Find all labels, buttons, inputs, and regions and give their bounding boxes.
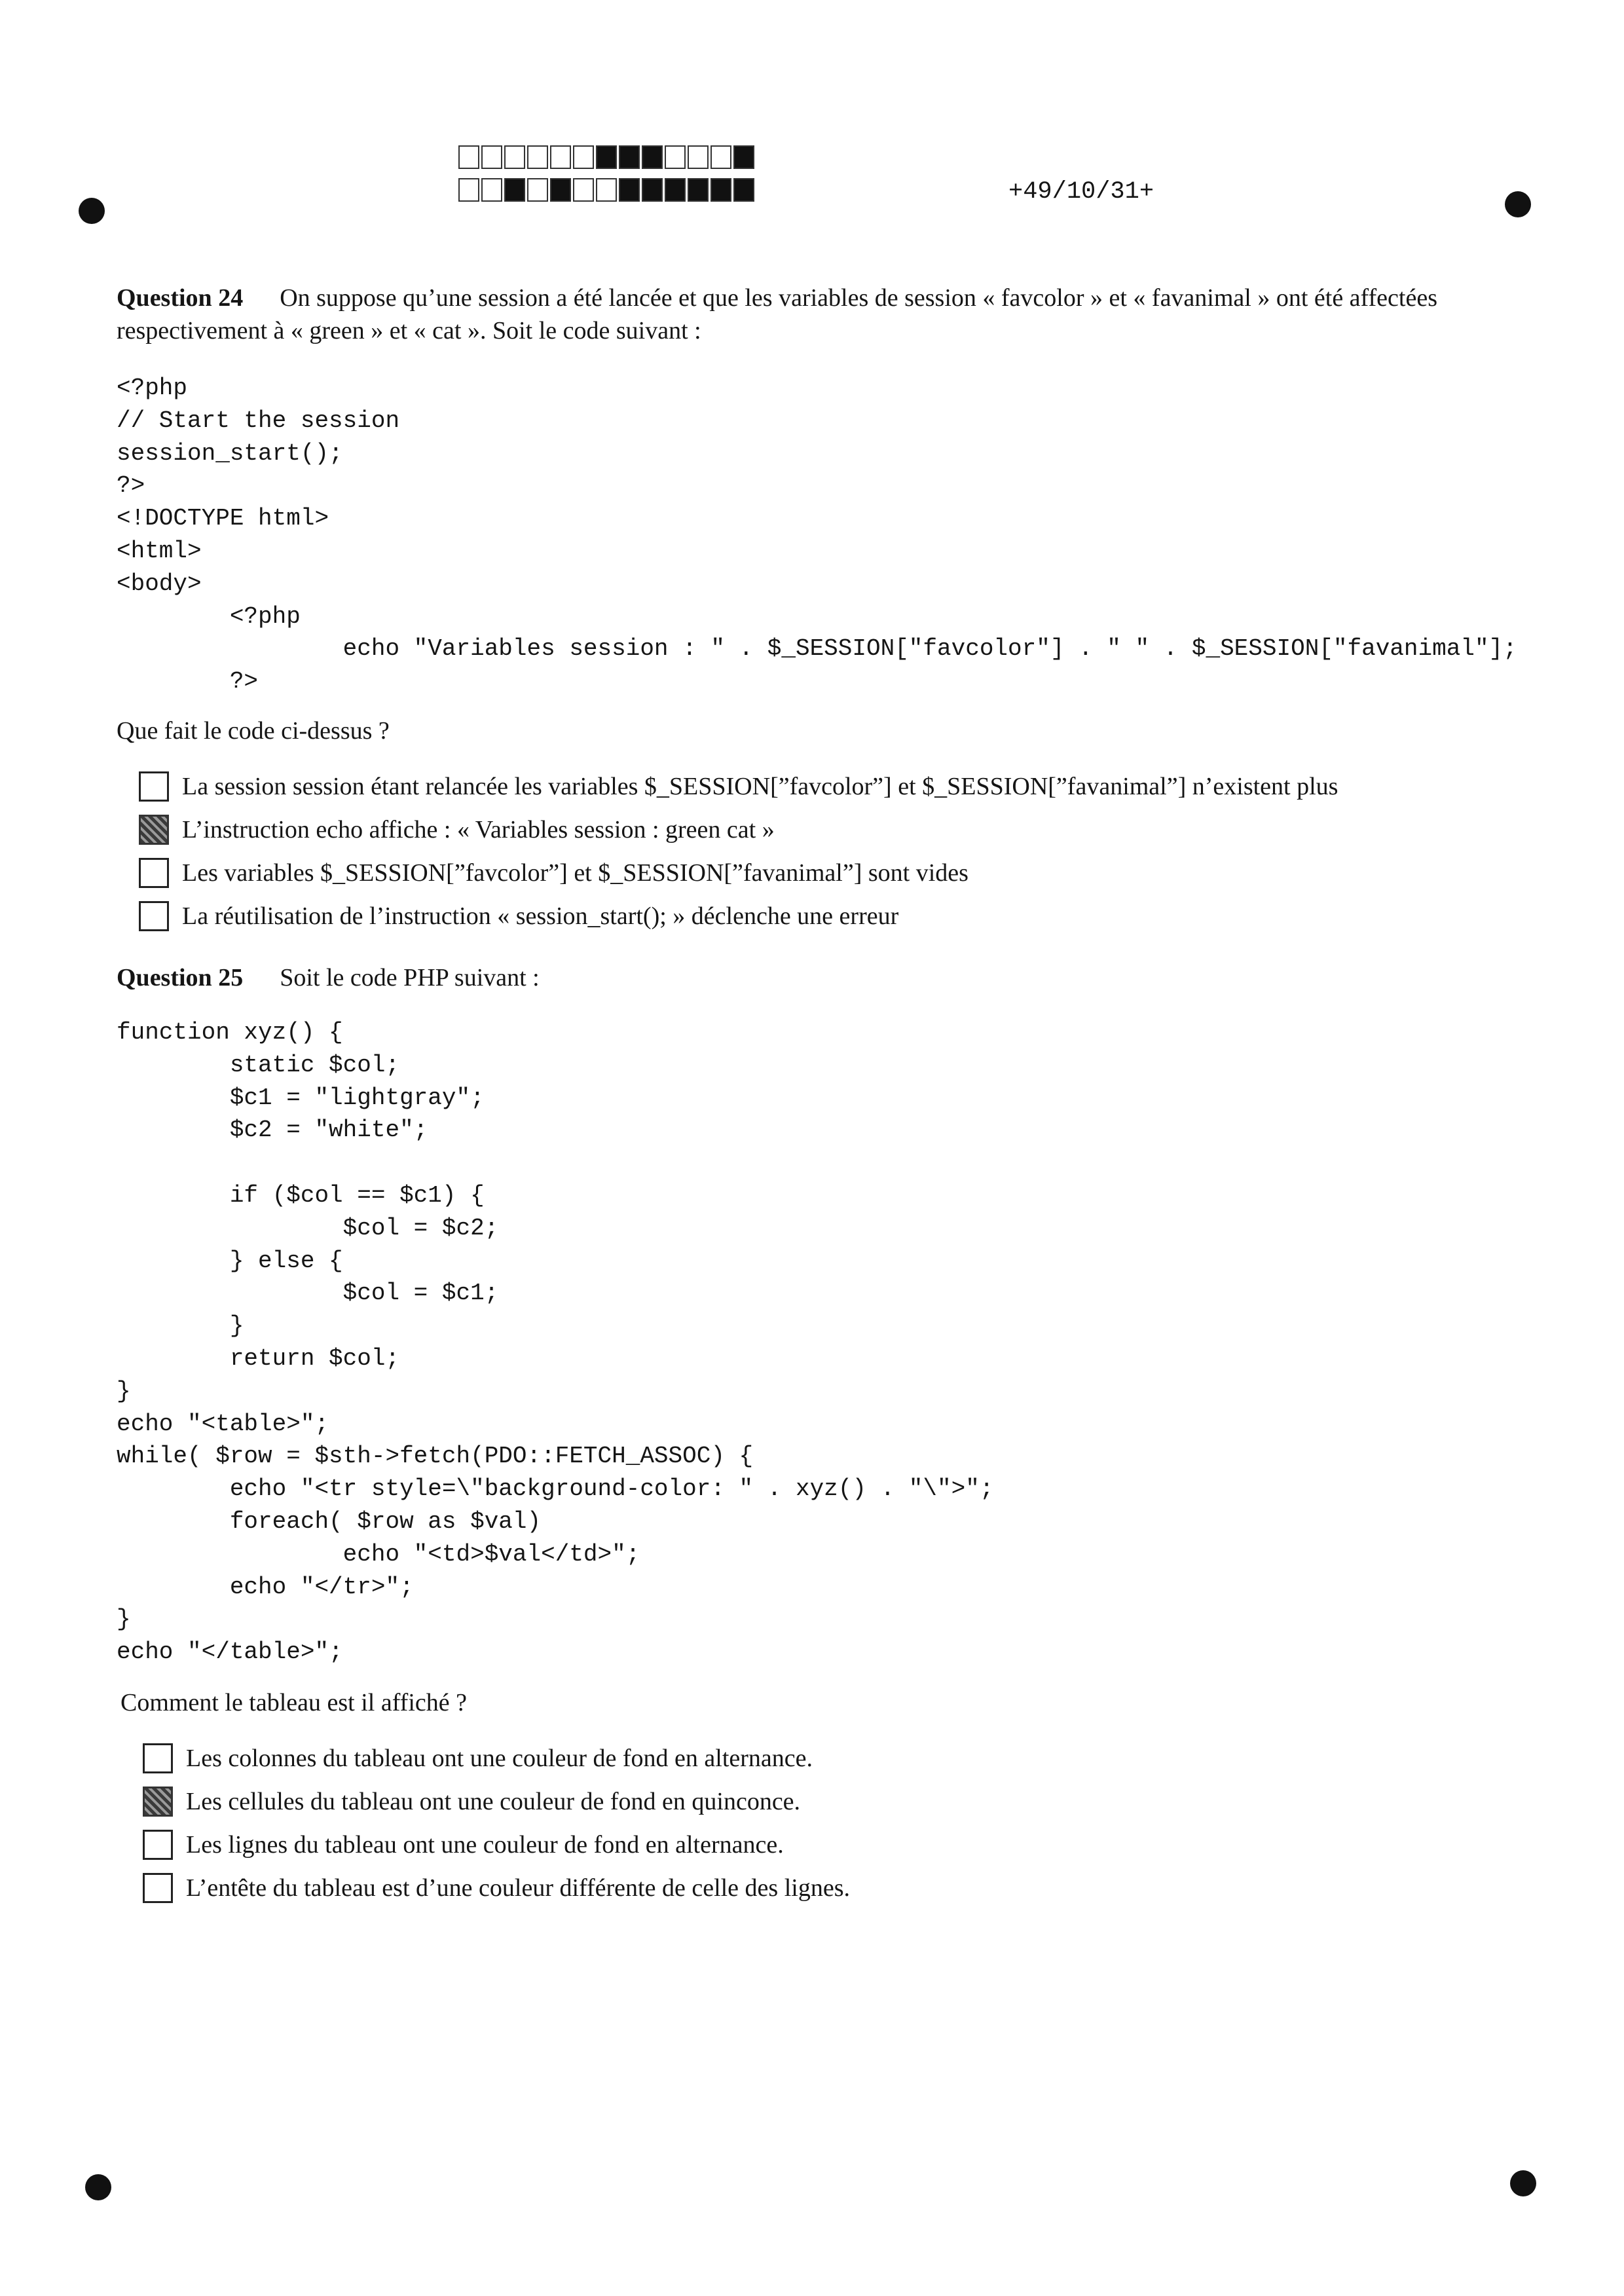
page-barcode-row-2 — [458, 178, 756, 202]
barcode-cell — [504, 178, 525, 202]
question-24-text: On suppose qu’une session a été lancée et que les variables de session « favcolor » et « favanimal » ont été affectées respectivement à « green » et « cat ». Soit le code suivant : — [117, 284, 1437, 344]
barcode-cell — [688, 145, 709, 169]
barcode-cell — [596, 145, 617, 169]
barcode-cell — [573, 178, 594, 202]
barcode-cell — [504, 145, 525, 169]
question-24-answer-3[interactable] — [139, 851, 1338, 895]
barcode-cell — [550, 178, 571, 202]
barcode-cell — [642, 178, 663, 202]
question-25-prompt: Comment le tableau est il affiché ? — [120, 1689, 467, 1716]
barcode-cell — [481, 178, 502, 202]
barcode-cell — [688, 178, 709, 202]
question-25-answer-3[interactable] — [143, 1823, 850, 1866]
barcode-cell — [619, 145, 640, 169]
barcode-cell — [665, 145, 686, 169]
registration-mark-bottom-right — [1510, 2170, 1536, 2196]
question-25-answers — [143, 1737, 850, 1910]
barcode-cell — [733, 145, 754, 169]
barcode-cell — [619, 178, 640, 202]
answer-label: La session session étant relancée les variables $_SESSION[”favcolor”] et $_SESSION[”favanimal”] n’existent plus — [182, 773, 1338, 800]
barcode-cell — [458, 145, 479, 169]
answer-checkbox-checked[interactable] — [143, 1787, 173, 1817]
answer-checkbox[interactable] — [143, 1873, 173, 1903]
barcode-cell — [573, 145, 594, 169]
answer-checkbox-checked[interactable] — [139, 815, 169, 845]
question-24-answer-4[interactable] — [139, 895, 1338, 938]
barcode-cell — [527, 145, 548, 169]
page-barcode-row-1 — [458, 145, 756, 169]
answer-checkbox[interactable] — [139, 771, 169, 802]
question-25-statement — [117, 961, 1505, 994]
question-25-code: function xyz() { static $col; $c1 = "lightgray"; $c2 = "white"; if ($col == $c1) { $col = $c2; } else { $col = $c1; } return $col; } echo "<table>"; while( $row = $sth->fetch(PDO::FETCH_ASSOC) { echo "<tr style=\"background-color: " . xyz() . "\">"; foreach( $row as $val) echo "<td>$val</td>"; echo "</tr>"; } echo "</table>"; — [117, 1019, 994, 1666]
question-25-answer-1[interactable] — [143, 1737, 850, 1780]
question-24-answer-1[interactable] — [139, 765, 1338, 808]
barcode-cell — [458, 178, 479, 202]
question-25-text: Soit le code PHP suivant : — [280, 964, 540, 991]
answer-checkbox[interactable] — [139, 901, 169, 931]
question-24-answer-2[interactable] — [139, 808, 1338, 851]
barcode-cell — [550, 145, 571, 169]
registration-mark-top-right — [1505, 191, 1531, 217]
barcode-cell — [710, 145, 731, 169]
answer-label: Les variables $_SESSION[”favcolor”] et $_SESSION[”favanimal”] sont vides — [182, 859, 969, 887]
answer-label: L’instruction echo affiche : « Variables session : green cat » — [182, 816, 775, 843]
barcode-cell — [710, 178, 731, 202]
answer-label: Les lignes du tableau ont une couleur de fond en alternance. — [186, 1831, 784, 1859]
answer-label: La réutilisation de l’instruction « session_start(); » déclenche une erreur — [182, 902, 899, 930]
barcode-cell — [642, 145, 663, 169]
answer-label: Les cellules du tableau ont une couleur de fond en quinconce. — [186, 1788, 801, 1815]
question-24-prompt: Que fait le code ci-dessus ? — [117, 717, 390, 745]
question-25-answer-4[interactable] — [143, 1866, 850, 1910]
question-24-answers — [139, 765, 1338, 938]
barcode-cell — [596, 178, 617, 202]
barcode-cell — [481, 145, 502, 169]
question-24-title: Question 24 — [117, 284, 244, 312]
registration-mark-top-left — [79, 198, 105, 224]
barcode-cell — [527, 178, 548, 202]
answer-label: L’entête du tableau est d’une couleur différente de celle des lignes. — [186, 1874, 850, 1902]
answer-label: Les colonnes du tableau ont une couleur de fond en alternance. — [186, 1745, 813, 1772]
question-24-code: <?php // Start the session session_start(); ?> <!DOCTYPE html> <html> <body> <?php echo "Variables session : " . $_SESSION["favcolor"] . " " . $_SESSION["favanimal"]; ?> — [117, 375, 1517, 695]
registration-mark-bottom-left — [85, 2174, 111, 2200]
page-id: +49/10/31+ — [1008, 178, 1154, 206]
answer-checkbox[interactable] — [143, 1743, 173, 1773]
question-25-answer-2[interactable] — [143, 1780, 850, 1823]
answer-checkbox[interactable] — [143, 1830, 173, 1860]
question-24-statement — [117, 282, 1505, 347]
barcode-cell — [665, 178, 686, 202]
barcode-cell — [733, 178, 754, 202]
question-25-title: Question 25 — [117, 964, 244, 991]
answer-checkbox[interactable] — [139, 858, 169, 888]
